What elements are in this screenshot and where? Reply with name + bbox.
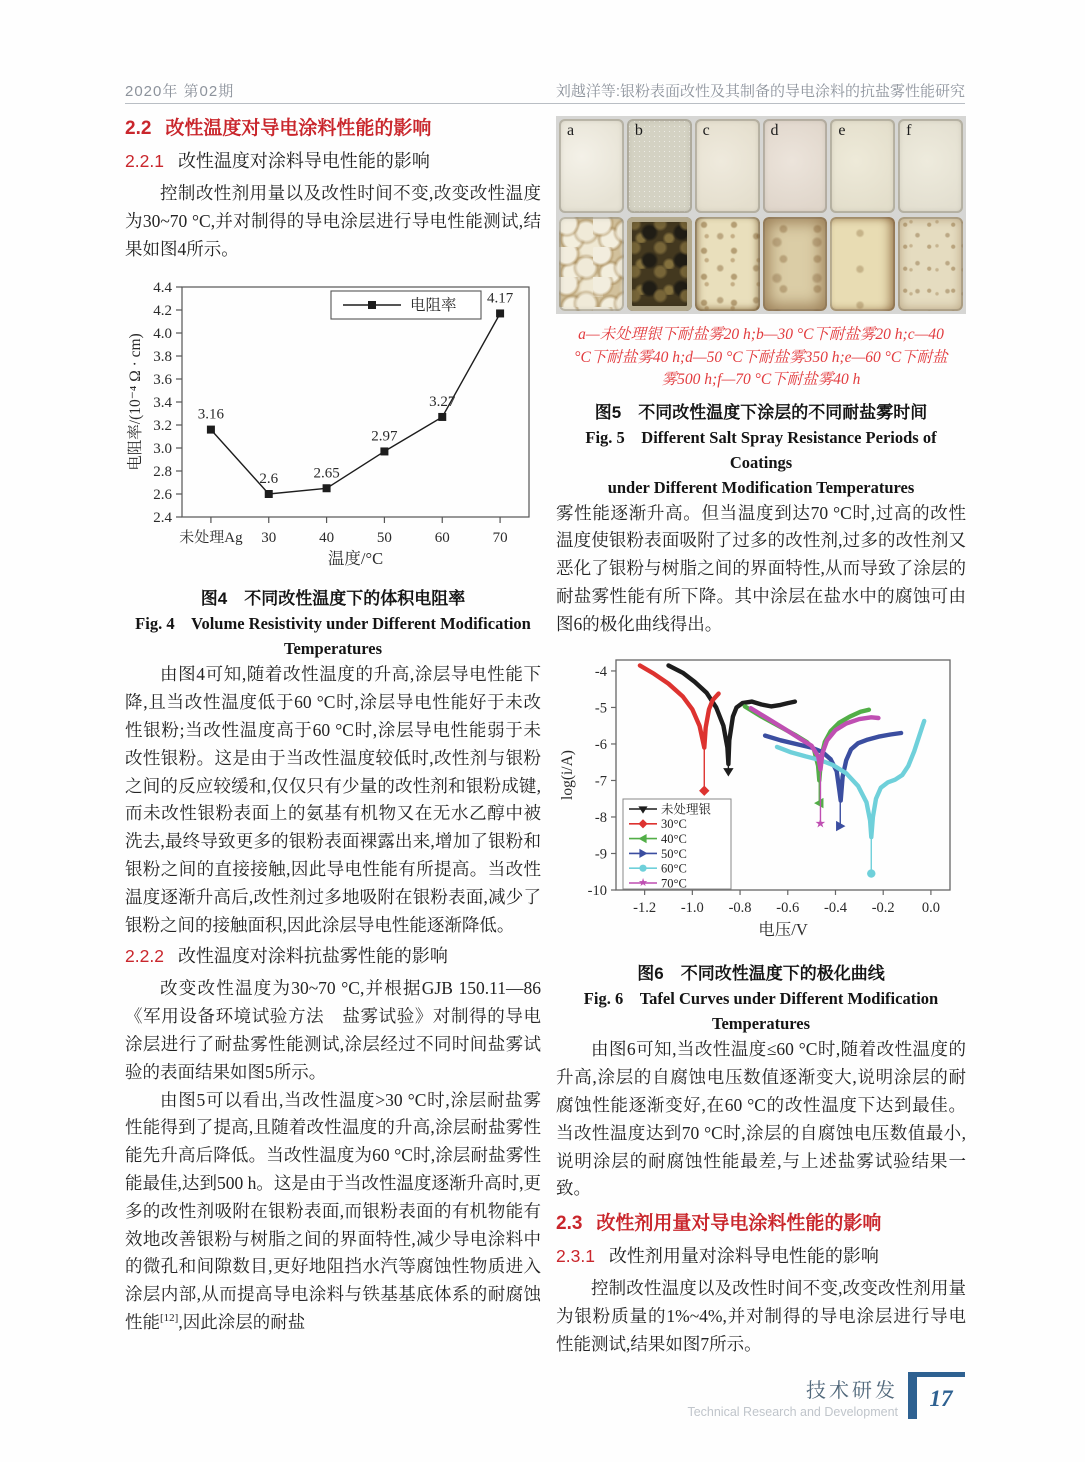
- sample-photo-d-corroded: [763, 217, 828, 311]
- paragraph: [125, 1087, 541, 1337]
- fig5-caption-cn: 图5 不同改性温度下涂层的不同耐盐雾时间: [594, 402, 928, 422]
- svg-text:30°C: 30°C: [661, 817, 687, 832]
- fig5-note-line1: a—未处理银下耐盐雾20 h;b—30 °C下耐盐雾20 h;c—40: [578, 326, 944, 343]
- svg-text:50°C: 50°C: [661, 847, 687, 862]
- section-number: 2.2.2: [125, 946, 164, 967]
- svg-text:电压/V: 电压/V: [758, 920, 808, 940]
- svg-text:-0.8: -0.8: [728, 900, 752, 917]
- svg-text:电阻率/(10⁻⁴ Ω · cm): 电阻率/(10⁻⁴ Ω · cm): [127, 333, 144, 472]
- svg-text:★: ★: [814, 817, 827, 832]
- page-number-bracket: [908, 1372, 965, 1419]
- page-number: 17: [929, 1386, 953, 1411]
- citation-12: [12]: [160, 1312, 179, 1325]
- svg-text:-0.4: -0.4: [824, 900, 847, 917]
- svg-text:未处理Ag: 未处理Ag: [179, 530, 243, 547]
- fig5-caption-en2: under Different Modification Temperatures: [607, 477, 915, 497]
- header-running-title: 刘越洋等:银粉表面改性及其制备的导电涂料的抗盐雾性能研究: [555, 83, 965, 100]
- paragraph: 由图4可知,随着改性温度的升高,涂层导电性能下降,且当改性温度低于60 °C时,涂层导电性能好于未改性银粉;当改性温度高于60 °C时,涂层导电性能弱于未改性银粉。这是由于当改性温度较低时,改性剂与银粉之间的反应较缓和,仅仅只有少量的改性剂和银粉成键,而未改性银粉表面上的氨基有机物又在无水乙醇中被洗去,最终导致更多的银粉表面裸露出来,增加了银粉和银粉之间的直接接触,因此导电性能有所提高。当改性温度逐渐升高后,改性剂过多地吸附在银粉表面,减少了银粉之间的接触面积,因此涂层导电性能逐渐降低。: [125, 664, 541, 935]
- section-title: 改性温度对导电涂料性能的影响: [165, 118, 432, 139]
- section-number: 2.2: [125, 118, 152, 139]
- paragraph: 雾性能逐渐升高。但当温度到达70 °C时,过高的改性温度使银粉表面吸附了过多的改性剂,过多的改性剂又恶化了银粉与树脂之间的界面特性,从而导致了涂层的耐盐雾性能有所下降。其中涂层在盐水中的腐蚀可由图6的极化曲线得出。: [556, 502, 966, 634]
- fig5-caption-en: Fig. 5 Different Salt Spray Resistance Periods of Coatings: [585, 427, 937, 472]
- section-title: 改性温度对涂料导电性能的影响: [177, 151, 430, 171]
- sample-photo-b-corroded: [627, 217, 692, 311]
- section-number: 2.3.1: [556, 1246, 595, 1267]
- svg-text:70: 70: [492, 530, 508, 547]
- svg-text:log(i/A): log(i/A): [559, 750, 576, 801]
- section-title: 改性剂用量对涂料导电性能的影响: [608, 1246, 879, 1267]
- svg-text:30: 30: [261, 530, 277, 547]
- svg-text:★: ★: [638, 877, 648, 890]
- section-2-3-1-heading: [556, 1242, 966, 1270]
- section-2-2-heading: [125, 116, 541, 141]
- svg-text:4.17: 4.17: [486, 290, 514, 307]
- svg-text:未处理银: 未处理银: [661, 802, 712, 817]
- svg-text:2.8: 2.8: [153, 464, 172, 481]
- svg-text:3.8: 3.8: [153, 349, 172, 366]
- svg-text:2.97: 2.97: [371, 428, 398, 445]
- fig5-note-line3: 雾500 h;f—70 °C下耐盐雾40 h: [661, 371, 861, 388]
- sample-photo-a-top: [559, 119, 624, 213]
- footer-text: [687, 1372, 898, 1419]
- sample-photo-c-corroded: [695, 217, 760, 311]
- sample-photo-e-top: [830, 119, 895, 213]
- svg-text:-0.2: -0.2: [871, 900, 895, 917]
- svg-text:60°C: 60°C: [661, 862, 687, 877]
- svg-text:3.27: 3.27: [429, 394, 456, 411]
- svg-text:-8: -8: [594, 810, 607, 827]
- paragraph: 改变改性温度为30~70 °C,并根据GJB 150.11—86《军用设备环境试验方法 盐雾试验》对制得的导电涂层进行了耐盐雾性能测试,涂层经过不同时间盐雾试验的表面结果如图5所示。: [125, 978, 541, 1082]
- paragraph-text: ,因此涂层的耐盐: [178, 1311, 306, 1332]
- paragraph-text: 由图5可以看出,当改性温度>30 °C时,涂层耐盐雾性能得到了提高,且随着改性温度的升高,涂层耐盐雾性能先升高后降低。当改性温度为60 °C时,涂层耐盐雾性能最佳,达到500 h。这是由于当改性温度逐渐升高时,更多的改性剂吸附在银粉表面,而银粉表面的有机物能有效地改善银粉与树脂之间的界面特性,减少导电涂料中的微孔和间隙数目,更好地阻挡水汽等腐蚀性物质进入涂层内部,从而提高导电涂料与铁基基底体系的耐腐蚀性能: [125, 1089, 541, 1332]
- section-number: 2.3: [556, 1213, 583, 1235]
- right-column: [556, 116, 966, 1359]
- section-2-2-1-heading: [125, 147, 541, 175]
- left-column: [125, 112, 541, 1337]
- sample-photo-c-top: [695, 119, 760, 213]
- footer-section-cn: 技术研发: [806, 1380, 898, 1402]
- svg-text:2.6: 2.6: [259, 471, 279, 488]
- svg-text:-9: -9: [594, 846, 607, 863]
- sample-label: f: [906, 122, 912, 139]
- header-issue: 2020年 第02期: [125, 83, 235, 100]
- sample-photo-f-top: [898, 119, 963, 213]
- fig4-caption-en: Fig. 4 Volume Resistivity under Different Modification: [135, 614, 531, 634]
- svg-text:-5: -5: [594, 700, 607, 717]
- fig5-note: [560, 324, 962, 392]
- fig4-caption-en2: Temperatures: [283, 639, 383, 659]
- fig6-caption-cn: 图6 不同改性温度下的极化曲线: [637, 964, 885, 984]
- svg-text:-10: -10: [587, 883, 607, 900]
- fig6-chart: [556, 650, 966, 952]
- svg-text:3.16: 3.16: [197, 406, 225, 423]
- section-2-3-heading: [556, 1211, 966, 1236]
- sample-photo-d-top: [763, 119, 828, 213]
- svg-text:60: 60: [434, 530, 450, 547]
- svg-text:50: 50: [376, 530, 392, 547]
- svg-text:40°C: 40°C: [661, 832, 687, 847]
- svg-text:-7: -7: [594, 773, 607, 790]
- svg-text:-0.6: -0.6: [776, 900, 800, 917]
- figure-4: [125, 271, 541, 582]
- svg-text:2.4: 2.4: [153, 510, 172, 527]
- svg-text:2.65: 2.65: [313, 465, 340, 482]
- sample-label: e: [838, 122, 846, 139]
- svg-text:0.0: 0.0: [921, 900, 940, 917]
- paragraph: 控制改性温度以及改性时间不变,改变改性剂用量为银粉质量的1%~4%,并对制得的导电涂层进行导电性能测试,结果如图7所示。: [556, 1278, 966, 1354]
- fig4-caption-cn: 图4 不同改性温度下的体积电阻率: [200, 589, 466, 609]
- sample-label: a: [567, 122, 575, 139]
- header-rule: [125, 103, 965, 104]
- svg-text:-4: -4: [594, 664, 607, 681]
- svg-text:40: 40: [319, 530, 335, 547]
- section-title: 改性剂用量对导电涂料性能的影响: [596, 1213, 882, 1235]
- section-number: 2.2.1: [125, 151, 164, 171]
- svg-text:-6: -6: [594, 737, 607, 754]
- fig4-chart: [125, 271, 541, 577]
- svg-text:3.0: 3.0: [153, 441, 172, 458]
- page-footer: [687, 1372, 965, 1419]
- paragraph: 由图6可知,当改性温度≤60 °C时,随着改性温度的升高,涂层的自腐蚀电压数值逐渐变大,说明涂层的耐腐蚀性能逐渐变好,在60 °C的改性温度下达到最佳。当改性温度达到70 °C时,涂层的自腐蚀电压数值最小,说明涂层的耐腐蚀性能最差,与上述盐雾试验结果一致。: [556, 1039, 966, 1199]
- sample-label: d: [770, 122, 779, 139]
- svg-text:4.2: 4.2: [153, 303, 172, 320]
- svg-text:温度/°C: 温度/°C: [327, 549, 384, 569]
- sample-photo-a-corroded: [559, 217, 624, 311]
- svg-text:3.2: 3.2: [153, 418, 172, 435]
- sample-label: b: [634, 122, 643, 139]
- fig6-caption-en2: Temperatures: [711, 1014, 811, 1034]
- svg-text:2.6: 2.6: [153, 487, 172, 504]
- section-title: 改性温度对涂料抗盐雾性能的影响: [177, 946, 448, 967]
- sample-photo-f-corroded: [898, 217, 963, 311]
- svg-text:-1.2: -1.2: [633, 900, 657, 917]
- fig6-caption-en: Fig. 6 Tafel Curves under Different Modification: [583, 989, 939, 1009]
- figure-6: [556, 650, 966, 957]
- sample-photo-b-top: [627, 119, 692, 213]
- sample-label: c: [702, 122, 710, 139]
- footer-section-en: Technical Research and Development: [687, 1405, 898, 1419]
- paragraph: 控制改性剂用量以及改性时间不变,改变改性温度为30~70 °C,并对制得的导电涂层进行导电性能测试,结果如图4所示。: [125, 183, 541, 259]
- svg-text:4.0: 4.0: [153, 326, 172, 343]
- svg-text:4.4: 4.4: [153, 280, 172, 297]
- fig5-note-line2: °C下耐盐雾40 h;d—50 °C下耐盐雾350 h;e—60 °C下耐盐: [574, 348, 948, 366]
- svg-text:70°C: 70°C: [661, 876, 687, 891]
- section-2-2-2-heading: [125, 942, 541, 970]
- svg-text:-1.0: -1.0: [680, 900, 704, 917]
- figure-5-photos: [556, 116, 966, 314]
- svg-text:3.6: 3.6: [153, 372, 172, 389]
- svg-text:3.4: 3.4: [153, 395, 172, 412]
- sample-photo-e-corroded: [830, 217, 895, 311]
- svg-text:电阻率: 电阻率: [410, 297, 457, 315]
